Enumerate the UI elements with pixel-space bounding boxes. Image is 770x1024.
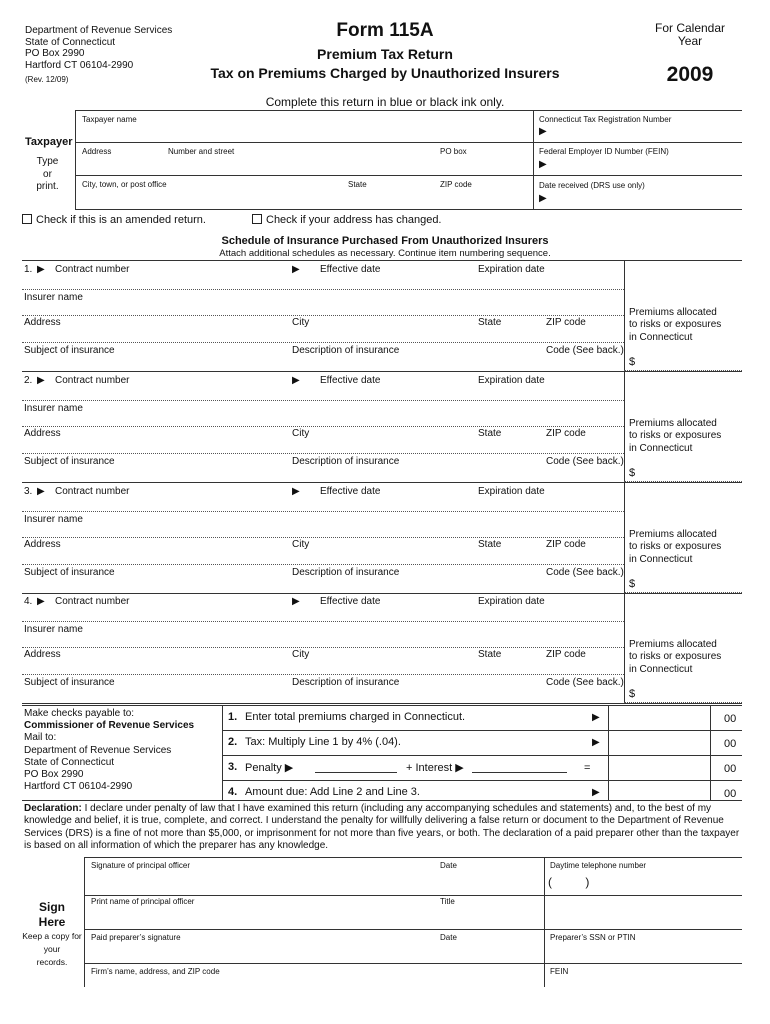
calendar-label: For Calendar: [654, 21, 726, 35]
line-number: 3.: [228, 761, 238, 773]
city-state-zip-input[interactable]: [78, 192, 530, 207]
insurer-state-label: State: [478, 428, 502, 439]
date-received-label: Date received (DRS use only): [539, 181, 645, 190]
penalty-input[interactable]: [315, 758, 397, 772]
type-label: Type: [36, 156, 59, 167]
officer-signature-label: Signature of principal officer: [91, 861, 191, 870]
premiums-line-3: in Connecticut: [629, 553, 693, 565]
or-label: or: [43, 168, 52, 180]
insurer-name-label: Insurer name: [24, 624, 83, 635]
line-arrow-icon: ▶: [592, 737, 600, 748]
line-text: Penalty ▶: [245, 762, 294, 774]
description-label: Description of insurance: [292, 567, 400, 578]
contract-number-label: Contract number: [55, 264, 130, 275]
fein-arrow-icon: ▶: [539, 159, 547, 170]
expiration-date-label: Expiration date: [478, 375, 545, 386]
effective-arrow-icon: ▶: [292, 264, 300, 275]
expiration-date-label: Expiration date: [478, 264, 545, 275]
subject-label: Subject of insurance: [24, 345, 115, 356]
line-amount-input[interactable]: [612, 733, 707, 753]
effective-date-label: Effective date: [320, 264, 381, 275]
insurer-city-label: City: [292, 428, 310, 439]
insurer-name-label: Insurer name: [24, 403, 83, 414]
line-text: Enter total premiums charged in Connecticut.: [245, 711, 466, 723]
premiums-line-1: Premiums allocated: [629, 418, 717, 429]
zip-label: ZIP code: [440, 180, 472, 189]
item-number: 2.: [24, 375, 33, 386]
contract-number-label: Contract number: [55, 375, 130, 386]
contract-number-label: Contract number: [55, 486, 130, 497]
calendar-year-box: [640, 22, 740, 48]
revision: (Rev. 12/09): [25, 75, 69, 84]
line-amount-input[interactable]: [612, 708, 707, 728]
keep-copy-2: your: [43, 944, 61, 954]
line-cents: 00: [724, 788, 737, 800]
item-number: 1.: [24, 264, 33, 275]
line-amount-input[interactable]: [612, 783, 707, 803]
declaration: [24, 803, 746, 852]
premiums-line-1: Premiums allocated: [629, 307, 717, 318]
officer-signature-field[interactable]: [88, 872, 428, 892]
payable-label: Make checks payable to:: [24, 708, 135, 719]
interest-input[interactable]: [472, 758, 567, 772]
premium-amount-input[interactable]: [640, 354, 738, 369]
sign-here: [22, 900, 82, 930]
subject-label: Subject of insurance: [24, 677, 115, 688]
form-title: Form 115A: [336, 20, 434, 41]
contract-arrow-icon: ▶: [37, 486, 45, 497]
code-label: Code (See back.): [546, 456, 624, 467]
ct-reg-label: Connecticut Tax Registration Number: [539, 115, 672, 124]
subject-label: Subject of insurance: [24, 456, 115, 467]
expiration-date-label: Expiration date: [478, 486, 545, 497]
number-street-label: Number and street: [168, 147, 235, 156]
line-number: 1.: [228, 711, 238, 723]
insurer-state-label: State: [478, 317, 502, 328]
premium-amount-input[interactable]: [640, 465, 738, 480]
address-change-checkbox[interactable]: [252, 214, 262, 224]
contract-number-label: Contract number: [55, 596, 130, 607]
description-label: Description of insurance: [292, 345, 400, 356]
line-number: 2.: [228, 736, 238, 748]
dollar-sign: $: [629, 578, 636, 590]
line-cents: 00: [724, 738, 737, 750]
payment-info: [24, 708, 194, 793]
preparer-date-label: Date: [440, 933, 457, 942]
type-or-print: [25, 156, 70, 194]
insurer-city-label: City: [292, 317, 310, 328]
item-number: 3.: [24, 486, 33, 497]
year-label: Year: [677, 34, 703, 48]
keep-copy-3: records.: [36, 957, 68, 967]
insurer-address-label: Address: [24, 539, 61, 550]
insurer-address-label: Address: [24, 428, 61, 439]
form-subtitle-1: Premium Tax Return: [317, 46, 453, 62]
premiums-allocated-label: [629, 307, 721, 344]
description-label: Description of insurance: [292, 677, 400, 688]
premiums-line-1: Premiums allocated: [629, 529, 717, 540]
state-label: State: [348, 180, 367, 189]
firm-label: Firm’s name, address, and ZIP code: [91, 967, 220, 976]
firm-field[interactable]: [88, 977, 538, 986]
print-name-label: Print name of principal officer: [91, 897, 195, 906]
insurer-address-label: Address: [24, 649, 61, 660]
city-label: City, town, or post office: [82, 180, 167, 189]
keep-copy-1: Keep a copy for: [22, 931, 82, 941]
premiums-line-2: to risks or exposures: [629, 541, 722, 553]
insurer-zip-label: ZIP code: [546, 317, 586, 328]
premiums-line-1: Premiums allocated: [629, 639, 717, 650]
address-input[interactable]: [78, 158, 530, 173]
premiums-allocated-label: [629, 639, 721, 676]
date-received-arrow-icon: ▶: [539, 193, 547, 204]
preparer-signature-label: Paid preparer’s signature: [91, 933, 181, 942]
dept-address-block: [25, 25, 172, 86]
premium-amount-input[interactable]: [640, 576, 738, 591]
tax-year: 2009: [666, 63, 714, 86]
dept-city: Hartford CT 06104-2990: [25, 59, 134, 71]
schedule-subtitle: Attach additional schedules as necessary. Continue item numbering sequence.: [219, 248, 551, 259]
form-subtitle-2: Tax on Premiums Charged by Unauthorized Insurers: [210, 65, 560, 81]
effective-arrow-icon: ▶: [292, 375, 300, 386]
line-text: Tax: Multiply Line 1 by 4% (.04).: [245, 736, 401, 748]
contract-arrow-icon: ▶: [37, 596, 45, 607]
contract-arrow-icon: ▶: [37, 264, 45, 275]
address-change-label: Check if your address has changed.: [266, 214, 442, 226]
sign-label: Sign: [39, 900, 65, 914]
phone-area-code: ( ): [548, 875, 590, 889]
preparer-signature-field[interactable]: [88, 944, 428, 962]
ct-reg-arrow-icon: ▶: [539, 126, 547, 137]
dollar-sign: $: [629, 688, 636, 700]
effective-arrow-icon: ▶: [292, 596, 300, 607]
declaration-label: Declaration:: [24, 803, 82, 814]
insurer-name-label: Insurer name: [24, 292, 83, 303]
line-arrow-icon: ▶: [592, 712, 600, 723]
code-label: Code (See back.): [546, 567, 624, 578]
subject-label: Subject of insurance: [24, 567, 115, 578]
line-arrow-icon: ▶: [592, 787, 600, 798]
here-label: Here: [38, 915, 66, 929]
insurer-address-label: Address: [24, 317, 61, 328]
mail-to-label: Mail to:: [24, 732, 57, 744]
insurer-city-label: City: [292, 539, 310, 550]
contract-arrow-icon: ▶: [37, 375, 45, 386]
title-label: Title: [440, 897, 455, 906]
insurer-state-label: State: [478, 649, 502, 660]
interest-label: + Interest ▶: [406, 762, 464, 774]
line-cents: 00: [724, 763, 737, 775]
premiums-line-3: in Connecticut: [629, 331, 693, 343]
mail-pobox: PO Box 2990: [24, 769, 84, 781]
premiums-allocated-label: [629, 529, 721, 566]
mail-dept: Department of Revenue Services: [24, 744, 172, 756]
officer-date-label: Date: [440, 861, 457, 870]
effective-date-label: Effective date: [320, 375, 381, 386]
fein-label: Federal Employer ID Number (FEIN): [539, 147, 669, 156]
description-label: Description of insurance: [292, 456, 400, 467]
dollar-sign: $: [629, 467, 636, 479]
insurer-zip-label: ZIP code: [546, 428, 586, 439]
premiums-line-2: to risks or exposures: [629, 319, 722, 331]
ink-instruction: Complete this return in blue or black ink only.: [265, 95, 505, 109]
premiums-line-2: to risks or exposures: [629, 651, 722, 663]
line-amount-input[interactable]: [612, 758, 707, 778]
preparer-ssn-label: Preparer’s SSN or PTIN: [550, 933, 636, 942]
line-cents: 00: [724, 713, 737, 725]
payee-name: Commissioner of Revenue Services: [24, 720, 195, 732]
address-label: Address: [82, 147, 112, 156]
mail-city: Hartford CT 06104-2990: [24, 781, 133, 793]
amended-check[interactable]: [22, 214, 206, 226]
effective-arrow-icon: ▶: [292, 486, 300, 497]
address-change-check[interactable]: [252, 214, 442, 226]
dept-state: State of Connecticut: [25, 36, 116, 48]
dept-pobox: PO Box 2990: [25, 48, 85, 59]
taxpayer-name-label: Taxpayer name: [82, 115, 137, 124]
po-box-label: PO box: [440, 147, 467, 156]
premiums-line-2: to risks or exposures: [629, 430, 722, 442]
item-number: 4.: [24, 596, 33, 607]
line-text: Amount due: Add Line 2 and Line 3.: [245, 786, 420, 798]
code-label: Code (See back.): [546, 345, 624, 356]
fein-preparer-label: FEIN: [550, 967, 569, 976]
effective-date-label: Effective date: [320, 596, 381, 607]
phone-label: Daytime telephone number: [550, 861, 647, 870]
insurer-city-label: City: [292, 649, 310, 660]
amended-label: Check if this is an amended return.: [36, 214, 206, 226]
print-name-field[interactable]: [88, 908, 428, 927]
dept-name: Department of Revenue Services: [25, 25, 173, 36]
insurer-name-label: Insurer name: [24, 514, 83, 525]
dollar-sign: $: [629, 356, 636, 368]
equals-sign: =: [584, 762, 591, 774]
premiums-line-3: in Connecticut: [629, 663, 693, 675]
insurer-zip-label: ZIP code: [546, 649, 586, 660]
premiums-line-3: in Connecticut: [629, 442, 693, 454]
amended-checkbox[interactable]: [22, 214, 32, 224]
keep-copy-note: [18, 930, 86, 969]
insurer-zip-label: ZIP code: [546, 539, 586, 550]
declaration-text: I declare under penalty of law that I have examined this return (including any accompanying schedules and statements) and, to the best of my knowledge and belief, it is true, complete, and correct. I understand the penalty for willfully delivering a false return or document to the Department of Revenue Services (DRS) is a fine of not more than $5,000, or imprisonment for not more than five years, or both. The declaration of a paid preparer other than the taxpayer is based on all information of which the preparer has any knowledge.: [24, 803, 740, 851]
code-label: Code (See back.): [546, 677, 624, 688]
mail-state: State of Connecticut: [24, 756, 115, 768]
schedule-title: Schedule of Insurance Purchased From Unauthorized Insurers: [221, 235, 549, 247]
expiration-date-label: Expiration date: [478, 596, 545, 607]
taxpayer-name-input[interactable]: [78, 126, 530, 141]
taxpayer-heading: Taxpayer: [25, 136, 73, 148]
line-number: 4.: [228, 786, 238, 798]
premium-amount-input[interactable]: [640, 686, 738, 701]
print-label: print.: [36, 181, 59, 192]
insurer-state-label: State: [478, 539, 502, 550]
premiums-allocated-label: [629, 418, 721, 455]
effective-date-label: Effective date: [320, 486, 381, 497]
